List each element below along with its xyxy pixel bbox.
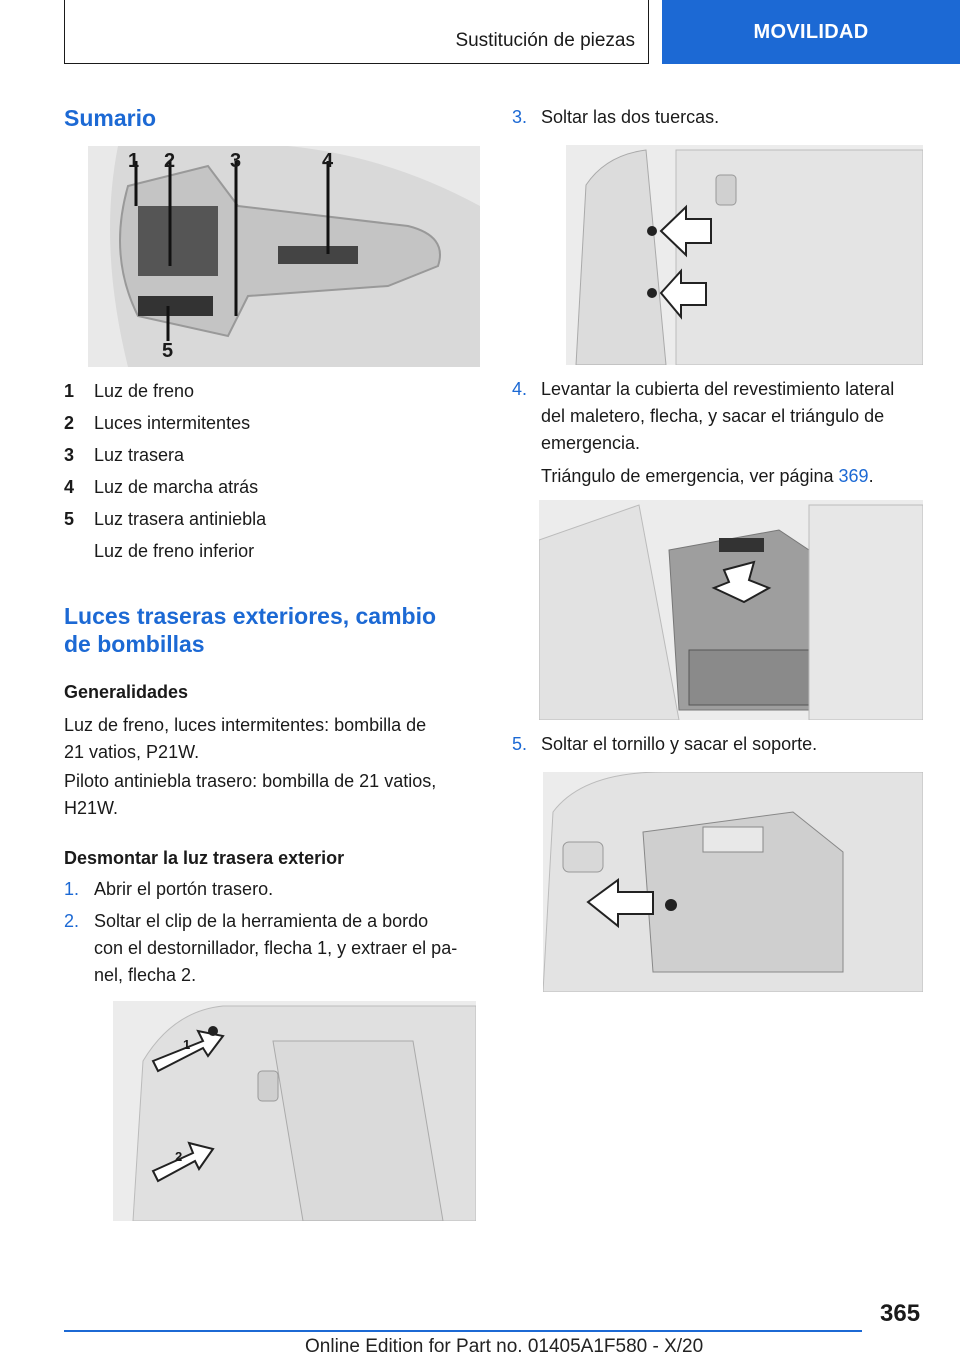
- legend-list: [64, 378, 267, 570]
- legend-item: [64, 474, 259, 506]
- legend-item: [64, 442, 185, 474]
- bracket-illustration: [543, 772, 923, 992]
- nuts-illustration: [566, 145, 923, 365]
- paragraph-fog: [64, 768, 436, 822]
- page-number: 365: [880, 1300, 921, 1327]
- legend-num: 5: [64, 509, 75, 529]
- sumario-title: Sumario: [64, 105, 157, 131]
- legend-item: [64, 506, 267, 538]
- paragraph-line: H21W.: [64, 798, 119, 818]
- step-number: 3.: [512, 107, 528, 127]
- warning-triangle-figure: [539, 500, 923, 720]
- step-reference: [541, 463, 894, 490]
- step5: [512, 731, 818, 758]
- step-item: [64, 876, 484, 908]
- legend-text: Luz de marcha atrás: [94, 477, 259, 497]
- legend-extra-text: Luz de freno inferior: [94, 541, 255, 561]
- fig2-callout-2: 2: [175, 1149, 183, 1164]
- legend-item-extra: [64, 538, 255, 570]
- trunk-panel-illustration: [113, 1001, 476, 1221]
- step-text: Soltar el clip de la herramienta de a bordo: [94, 911, 429, 931]
- legend-num: 2: [64, 413, 75, 433]
- step-text: Soltar las dos tuercas.: [541, 107, 720, 127]
- nuts-figure: [566, 145, 923, 365]
- step-text: emergencia.: [541, 433, 641, 453]
- section2-title-line2: de bombillas: [64, 631, 205, 657]
- step-text: Levantar la cubierta del revestimiento lateral: [541, 379, 895, 399]
- step3: [512, 104, 720, 131]
- taillight-figure: [88, 146, 480, 367]
- paragraph-line: Piloto antiniebla trasero: bombilla de 21 vatios,: [64, 771, 437, 791]
- legend-text: Luces intermitentes: [94, 413, 251, 433]
- desmontar-heading: Desmontar la luz trasera exterior: [64, 848, 345, 868]
- paragraph-bulbs: [64, 712, 426, 766]
- callout-5: 5: [162, 340, 174, 362]
- legend-text: Luz trasera: [94, 445, 185, 465]
- legend-item: [64, 378, 195, 410]
- trunk-panel-figure: [113, 1001, 476, 1221]
- header-tab-movilidad[interactable]: MOVILIDAD: [662, 0, 960, 64]
- section2-title-line1: Luces traseras exteriores, cambio: [64, 603, 437, 629]
- footer-divider: [64, 1330, 862, 1332]
- step-item: [64, 908, 484, 985]
- step-text: del maletero, flecha, y sacar el triángulo de: [541, 406, 885, 426]
- reference-end: .: [868, 466, 874, 486]
- step-number: 4.: [512, 379, 528, 399]
- legend-text: Luz de freno: [94, 381, 195, 401]
- step-number: 2.: [64, 911, 80, 931]
- header-section-title: Sustitución de piezas: [455, 30, 635, 51]
- step-text: con el destornillador, flecha 1, y extraer el pa‐: [94, 938, 458, 958]
- fig2-callout-1: 1: [183, 1037, 191, 1052]
- callout-2: 2: [164, 150, 176, 172]
- step-number: 1.: [64, 879, 80, 899]
- step-number: 5.: [512, 734, 528, 754]
- legend-num: 1: [64, 381, 75, 401]
- legend-item: [64, 410, 251, 442]
- generalidades-heading: Generalidades: [64, 682, 189, 702]
- page-link-369[interactable]: 369: [838, 466, 869, 486]
- bracket-figure: [543, 772, 923, 992]
- callout-1: 1: [128, 150, 140, 172]
- footer-edition: Online Edition for Part no. 01405A1F580 - X/20: [305, 1336, 704, 1357]
- reference-text: Triángulo de emergencia, ver página: [541, 466, 834, 486]
- callout-4: 4: [322, 150, 334, 172]
- taillight-illustration: [88, 146, 480, 367]
- section2-title: [64, 602, 436, 658]
- legend-num: 3: [64, 445, 75, 465]
- paragraph-line: 21 vatios, P21W.: [64, 742, 200, 762]
- legend-num: 4: [64, 477, 75, 497]
- step4: [512, 376, 895, 486]
- step-text: Soltar el tornillo y sacar el soporte.: [541, 734, 818, 754]
- legend-text: Luz trasera antiniebla: [94, 509, 267, 529]
- step-text: Abrir el portón trasero.: [94, 879, 274, 899]
- warning-triangle-illustration: [539, 500, 923, 720]
- steps-left: [64, 876, 484, 985]
- step-text: nel, flecha 2.: [94, 965, 197, 985]
- callout-3: 3: [230, 150, 242, 172]
- paragraph-line: Luz de freno, luces intermitentes: bombilla de: [64, 715, 427, 735]
